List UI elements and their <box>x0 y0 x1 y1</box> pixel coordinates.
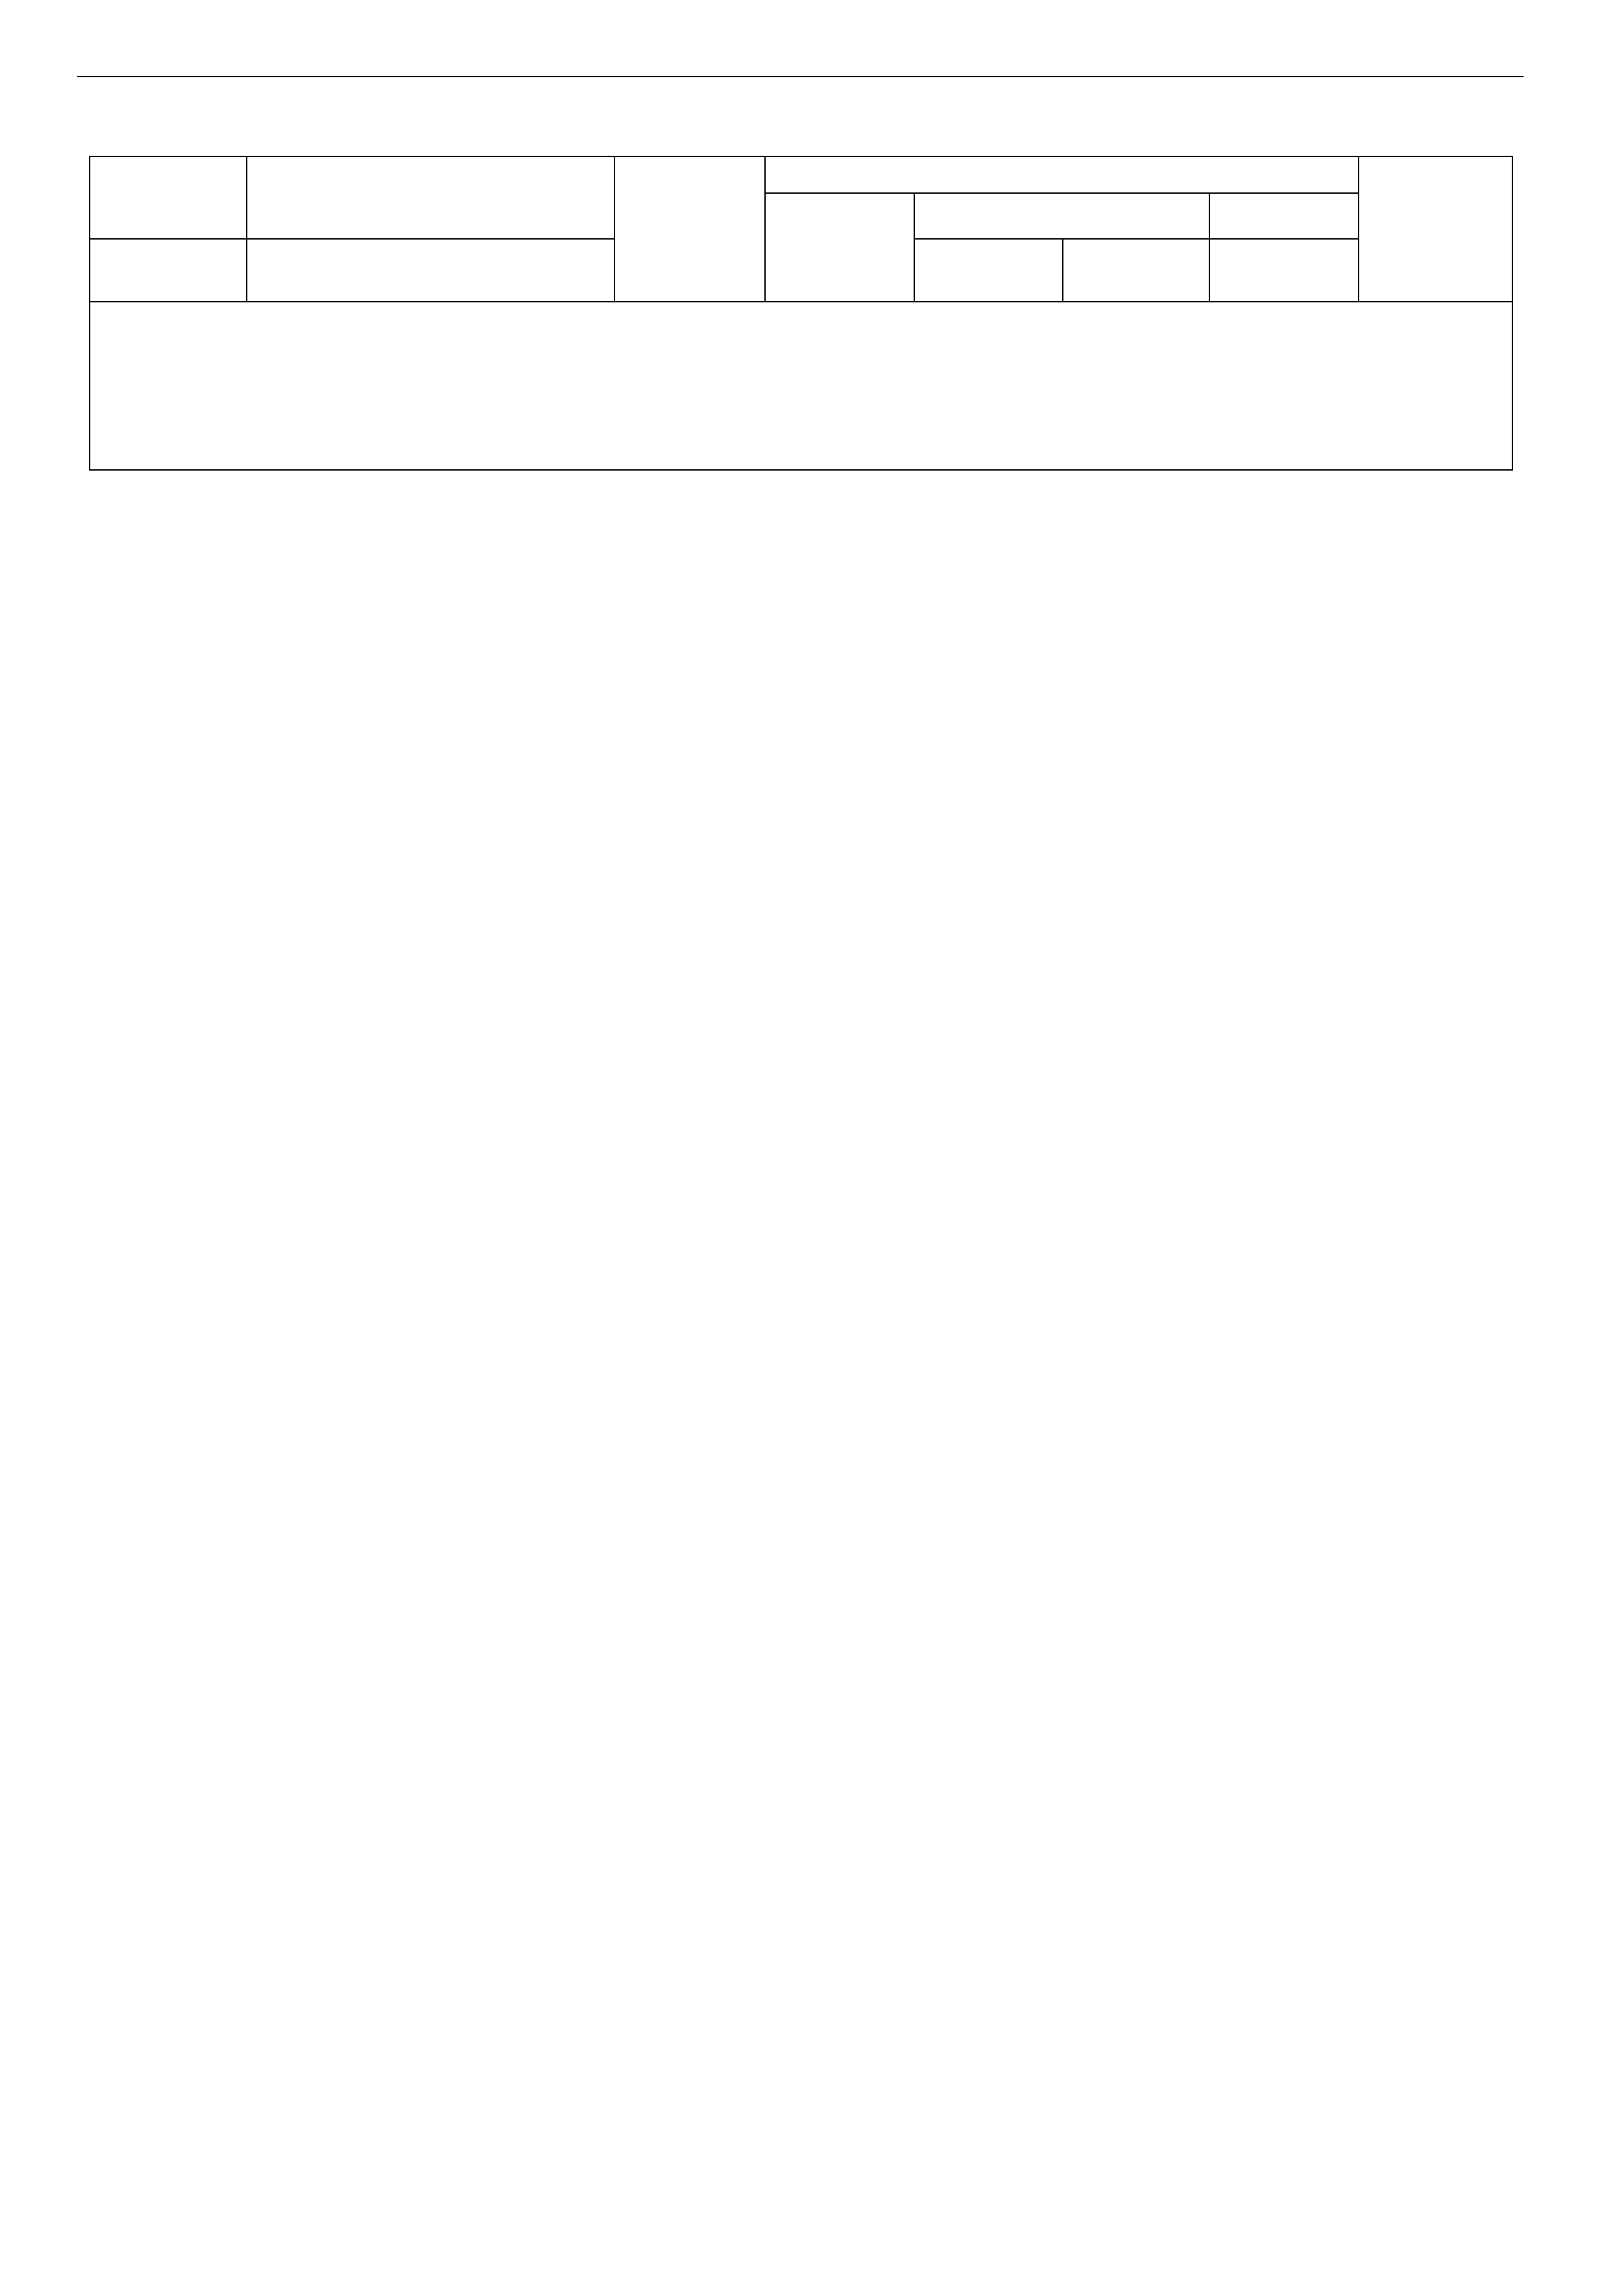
labor-wage-header <box>765 239 914 302</box>
materials-header <box>1209 193 1359 239</box>
incl-header <box>765 156 1359 193</box>
name-header <box>247 193 615 239</box>
operators-wage-header <box>1063 239 1209 302</box>
code-header <box>90 193 247 239</box>
material-name-header <box>247 239 615 302</box>
table-title-block <box>90 302 1512 470</box>
running-header <box>77 73 1524 77</box>
machines-total-header <box>914 239 1063 302</box>
unaccounted-materials-header <box>1209 239 1359 302</box>
direct-cost-header <box>615 239 765 302</box>
price-table <box>89 156 1512 471</box>
material-code-header <box>90 239 247 302</box>
machines-header <box>914 193 1209 239</box>
labor-cost-header <box>1359 239 1512 302</box>
table-header <box>90 156 1512 302</box>
